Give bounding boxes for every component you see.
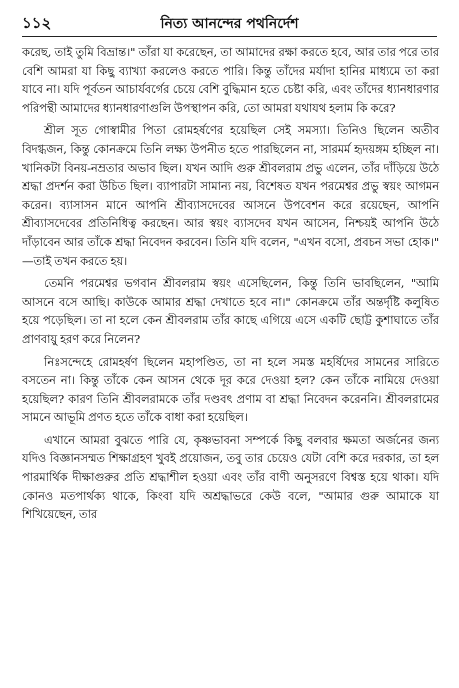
paragraph: করেছ, তাই তুমি বিভ্রান্ত।" তাঁরা যা করেছেন, তা আমাদের রক্ষা করতে হবে, আর তার পরে তার বেশি আমরা যা কিছু ব্যাখ্যা করলেও করতে পারি। কিন্তু তাঁদের মর্যাদা হানির মাধ্যমে তা করা যাবে না। যদি পূর্বতন আচার্যবর্গের চেয়ে বেশি বুদ্ধিমান হতে চেষ্টা করি, এবং তাঁদের ধ্যানধারণার পরিপন্থী আমাদের ধ্যানধারণাগুলি উপস্থাপন করি, তো আমরা যথাযথ হলাম কি করে? (22, 45, 439, 115)
paragraph: তেমনি পরমেশ্বর ভগবান শ্রীবলরাম স্বয়ং এসেছিলেন, কিন্তু তিনি ভাবছিলেন, "আমি আসনে বসে আছি। কাউকে আমার শ্রদ্ধা দেখাতে হবে না।" কোনক্রমে তাঁর অন্তর্দৃষ্টি কলুষিত হয়ে পড়েছিল। তা না হলে কেন শ্রীবলরাম তাঁর কাছে এগিয়ে এসে একটি ছোট্ট কুশাঘাতে তাঁর প্রাণবায়ু হরণ করে নিলেন? (22, 276, 439, 346)
paragraph: শ্রীল সূত গোস্বামীর পিতা রোমহর্ষণের হয়েছিল সেই সমস্যা। তিনিও ছিলেন অতীব বিদগ্ধজন, কিন্তু কোনক্রমে তিনি লক্ষ্য উপনীত হতে পারছিলেন না, সারমর্ম হৃদয়ঙ্গম হচ্ছিল না। খানিকটা বিনয়-নম্রতার অভাব ছিল। যখন আদি গুরু শ্রীবলরাম প্রভু এলেন, তাঁর দাঁড়িয়ে উঠে শ্রদ্ধা প্রদর্শন করা উচিত ছিল। ব্যাপারটা সামান্য নয়, বিশেষত যখন পরমেশ্বর প্রভু স্বয়ং আগমন করেন। ব্যাসাসন মানে আপনি শ্রীব্যাসদেবের আসনে উপবেশন করে রয়েছেন, আপনি শ্রীব্যাসদেবের প্রতিনিধিত্ব করছেন। আর স্বয়ং ব্যাসদেব যখন আসেন, নিশ্চয়ই আপনি উঠে দাঁড়াবেন আর তাঁকে শ্রদ্ধা নিবেদন করবেন। তিনি যদি বলেন, "এখন বসো, প্রবচন সভা হোক।" —তাই তখন করতে হয়। (22, 123, 439, 268)
body-text (22, 43, 439, 524)
page-number: ১১২ (22, 14, 52, 32)
paragraph: নিঃসন্দেহে রোমহর্ষণ ছিলেন মহাপণ্ডিত, তা না হলে সমস্ত মহর্ষিদের সামনের সারিতে বসতেন না। কিন্তু তাঁকে কেন আসন থেকে দূর করে দেওয়া হল? কেন তাঁকে নামিয়ে দেওয়া হয়েছিল? কারণ তিনি শ্রীবলরামকে তাঁর দণ্ডবৎ প্রণাম বা শ্রদ্ধা নিবেদন করেননি। শ্রীবলরামের সামনে আভূমি প্রণত হতে তাঁকে বাধা করা হয়েছিল। (22, 354, 439, 425)
paragraph: এখানে আমরা বুঝতে পারি যে, কৃষ্ণভাবনা সম্পর্কে কিছু বলবার ক্ষমতা অর্জনের জন্য যদিও বিজ্ঞানসম্মত শিক্ষাগ্রহণ খুবই প্রয়োজন, তবু তার চেয়েও যেটা বেশি করে দরকার, তা হল পারমার্থিক দীক্ষাগুরুর প্রতি শ্রদ্ধাশীল হওয়া এবং তাঁর বাণী অনুসরণে বিশ্বস্ত হয়ে থাকা। যদি কোনও মতপার্থক্য থাকে, কিংবা যদি অশ্রদ্ধাভরে কেউ বলে, "আমার গুরু আমাকে যা শিখিয়েছেন, তার (22, 432, 439, 522)
page-header (22, 8, 437, 34)
header-rule (22, 36, 437, 37)
running-title: নিত্য আনন্দের পথনির্দেশ (160, 16, 299, 32)
